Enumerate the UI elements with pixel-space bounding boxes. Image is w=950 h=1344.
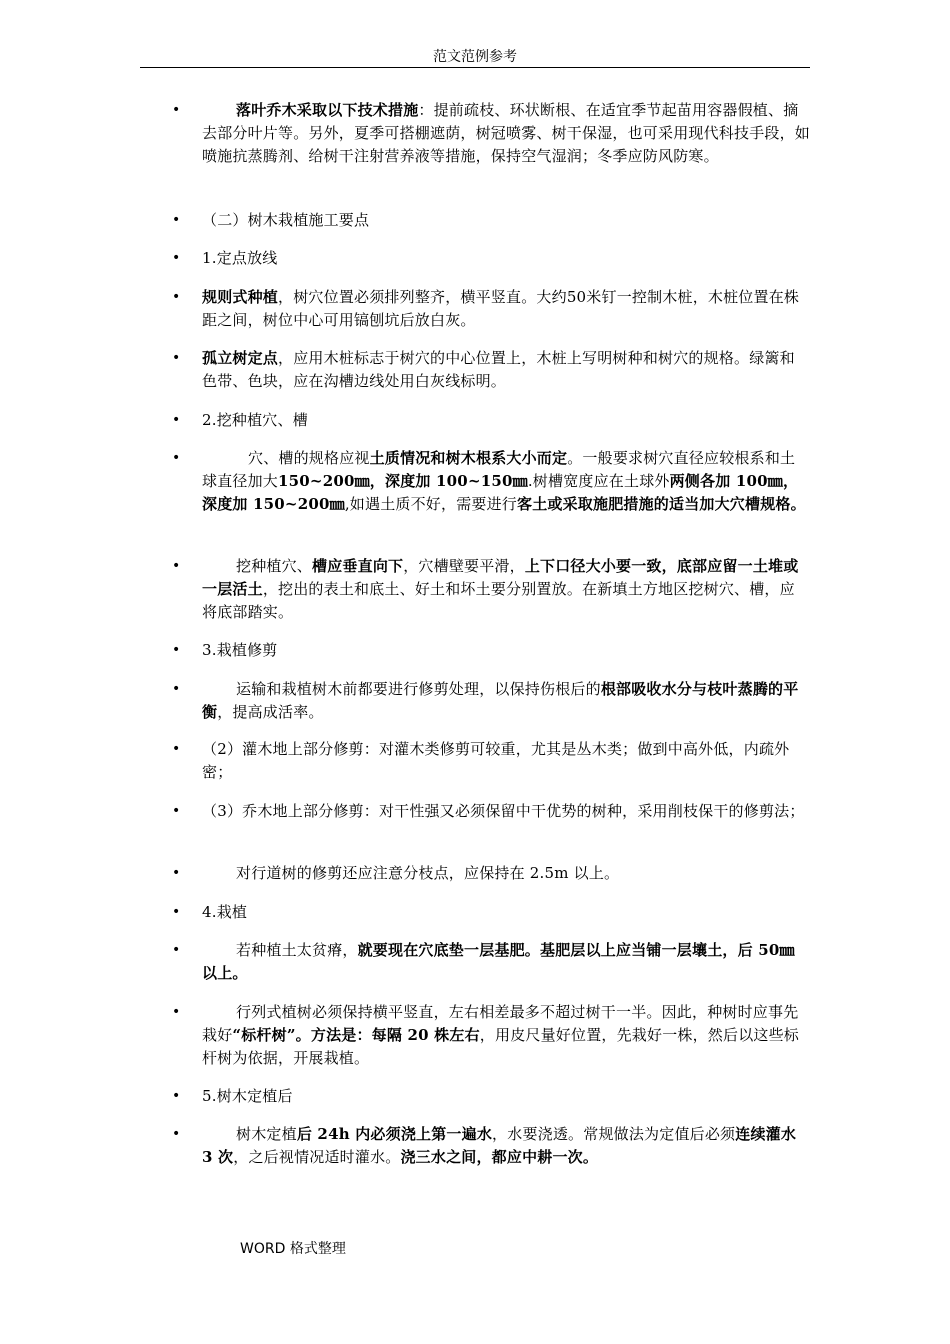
list-bullet: • <box>172 350 181 366</box>
list-item <box>202 1123 810 1169</box>
bold-text-run: 浇三水之间，都应中耕一次。 <box>400 1148 599 1166</box>
text-run: 3.栽植修剪 <box>202 641 278 659</box>
list-item <box>202 347 810 393</box>
text-run: 运输和栽植树木前都要进行修剪处理，以保持伤根后的 <box>236 680 601 698</box>
text-run: （2）灌木地上部分修剪：对灌木类修剪可较重，尤其是丛木类；做到中高外低，内疏外密； <box>202 740 790 781</box>
text-run: ：提前疏枝、环状断根、在适宜季节起苗用容器假植、摘去部分叶片等。另外，夏季可搭棚遮荫，树冠喷雾、树干保湿，也可采用现代科技手段，如喷施抗蒸腾剂、给树干注射营养液等措施，保持空气湿润；冬季应防风防寒。 <box>202 101 811 165</box>
bold-text-run: 上下口径大小要一致，底部应留一土堆或一层活土 <box>202 557 799 598</box>
list-bullet: • <box>172 558 181 574</box>
bold-text-run: 土质情况和树木根系大小而定 <box>369 449 568 467</box>
text-run: ，提高成活率。 <box>217 703 324 721</box>
text-run: （二）树木栽植施工要点 <box>202 211 370 229</box>
bold-text-run: 两侧各加 100㎜，深度加 150~200㎜ <box>202 472 799 513</box>
list-bullet: • <box>172 865 181 881</box>
list-bullet: • <box>172 803 181 819</box>
bold-text-run: 规则式种植 <box>202 288 279 306</box>
text-run: ，挖出的表土和底土、好土和坏土要分别置放。在新填土方地区挖树穴、槽，应将底部踏实。 <box>202 580 795 621</box>
list-bullet: • <box>172 1088 181 1104</box>
bold-text-run: 落叶乔木采取以下技术措施 <box>236 101 419 119</box>
text-run: 若种植土太贫瘠， <box>236 941 358 959</box>
text-run: 挖种植穴、 <box>236 557 313 575</box>
bold-text-run: 150~200㎜，深度加 100~150㎜ <box>278 472 528 490</box>
list-item <box>202 447 810 516</box>
list-item <box>202 678 810 724</box>
bold-text-run: 客土或采取施肥措施的适当加大穴槽规格。 <box>517 495 806 513</box>
list-item <box>202 1085 810 1108</box>
page-header: 范文范例参考 <box>433 49 517 65</box>
bold-text-run: 后 24h 内必须浇上第一遍水 <box>296 1125 493 1143</box>
bold-text-run: 根部吸收水分与枝叶蒸腾的平衡 <box>202 680 799 721</box>
text-run: 穴、槽的规格应视 <box>248 449 370 467</box>
text-run: ，穴槽壁要平滑， <box>403 557 525 575</box>
text-run: 行列式植树必须保持横平竖直，左右相差最多不超过树干一半。因此，种树时应事先栽好 <box>202 1003 799 1044</box>
list-bullet: • <box>172 450 181 466</box>
page-footer: WORD 格式整理 <box>240 1241 346 1257</box>
list-item <box>202 99 810 168</box>
bold-text-run: 连续灌水 3 次 <box>202 1125 797 1166</box>
list-item <box>202 1001 810 1070</box>
bold-text-run: 孤立树定点 <box>202 349 279 367</box>
list-bullet: • <box>172 904 181 920</box>
list-item <box>202 939 810 985</box>
list-item <box>202 800 810 823</box>
text-run: ，应用木桩标志于树穴的中心位置上，木桩上写明树种和树穴的规格。绿篱和色带、色块，应在沟槽边线处用白灰线标明。 <box>202 349 795 390</box>
list-bullet: • <box>172 289 181 305</box>
bold-text-run: 就要现在穴底垫一层基肥。基肥层以上应当铺一层壤土，后 50㎜ 以上。 <box>202 941 795 982</box>
list-bullet: • <box>172 942 181 958</box>
bold-text-run: 槽应垂直向下 <box>312 557 404 575</box>
text-run: ，用皮尺量好位置，先栽好一株，然后以这些标杆树为依据，开展栽植。 <box>202 1026 799 1067</box>
text-run: （3）乔木地上部分修剪：对干性强又必须保留中干优势的树种，采用削枝保干的修剪法； <box>202 802 805 820</box>
list-item <box>202 901 810 924</box>
list-item <box>202 555 810 624</box>
text-run: ，之后视情况适时灌水。 <box>233 1148 401 1166</box>
text-run: 2.挖种植穴、槽 <box>202 411 308 429</box>
list-bullet: • <box>172 212 181 228</box>
list-bullet: • <box>172 1126 181 1142</box>
list-bullet: • <box>172 741 181 757</box>
list-bullet: • <box>172 250 181 266</box>
list-item <box>202 409 810 432</box>
list-bullet: • <box>172 412 181 428</box>
text-run: ，树穴位置必须排列整齐，横平竖直。大约50米钉一控制木桩，木桩位置在株距之间，树位中心可用镐刨坑后放白灰。 <box>202 288 800 329</box>
list-bullet: • <box>172 1004 181 1020</box>
text-run: 树木定植 <box>236 1125 297 1143</box>
list-bullet: • <box>172 102 181 118</box>
text-run: 1.定点放线 <box>202 249 278 267</box>
list-item <box>202 639 810 662</box>
list-bullet: • <box>172 681 181 697</box>
list-item <box>202 209 810 232</box>
list-item <box>202 738 810 784</box>
list-bullet: • <box>172 642 181 658</box>
text-run: ,如遇土质不好，需要进行 <box>344 495 517 513</box>
text-run: .树槽宽度应在土球外 <box>527 472 670 490</box>
list-item <box>202 247 810 270</box>
text-run: 。一般要求树穴直径应较根系和土球直径加大 <box>202 449 796 490</box>
list-item <box>202 286 810 332</box>
text-run: 5.树木定植后 <box>202 1087 293 1105</box>
text-run: 对行道树的修剪还应注意分枝点，应保持在 2.5m 以上。 <box>236 864 620 882</box>
text-run: 4.栽植 <box>202 903 248 921</box>
header-divider <box>140 67 810 68</box>
text-run: ，水要浇透。常规做法为定值后必须 <box>492 1125 736 1143</box>
list-item <box>202 862 810 885</box>
bold-text-run: “标杆树”。方法是：每隔 20 株左右 <box>232 1026 480 1044</box>
